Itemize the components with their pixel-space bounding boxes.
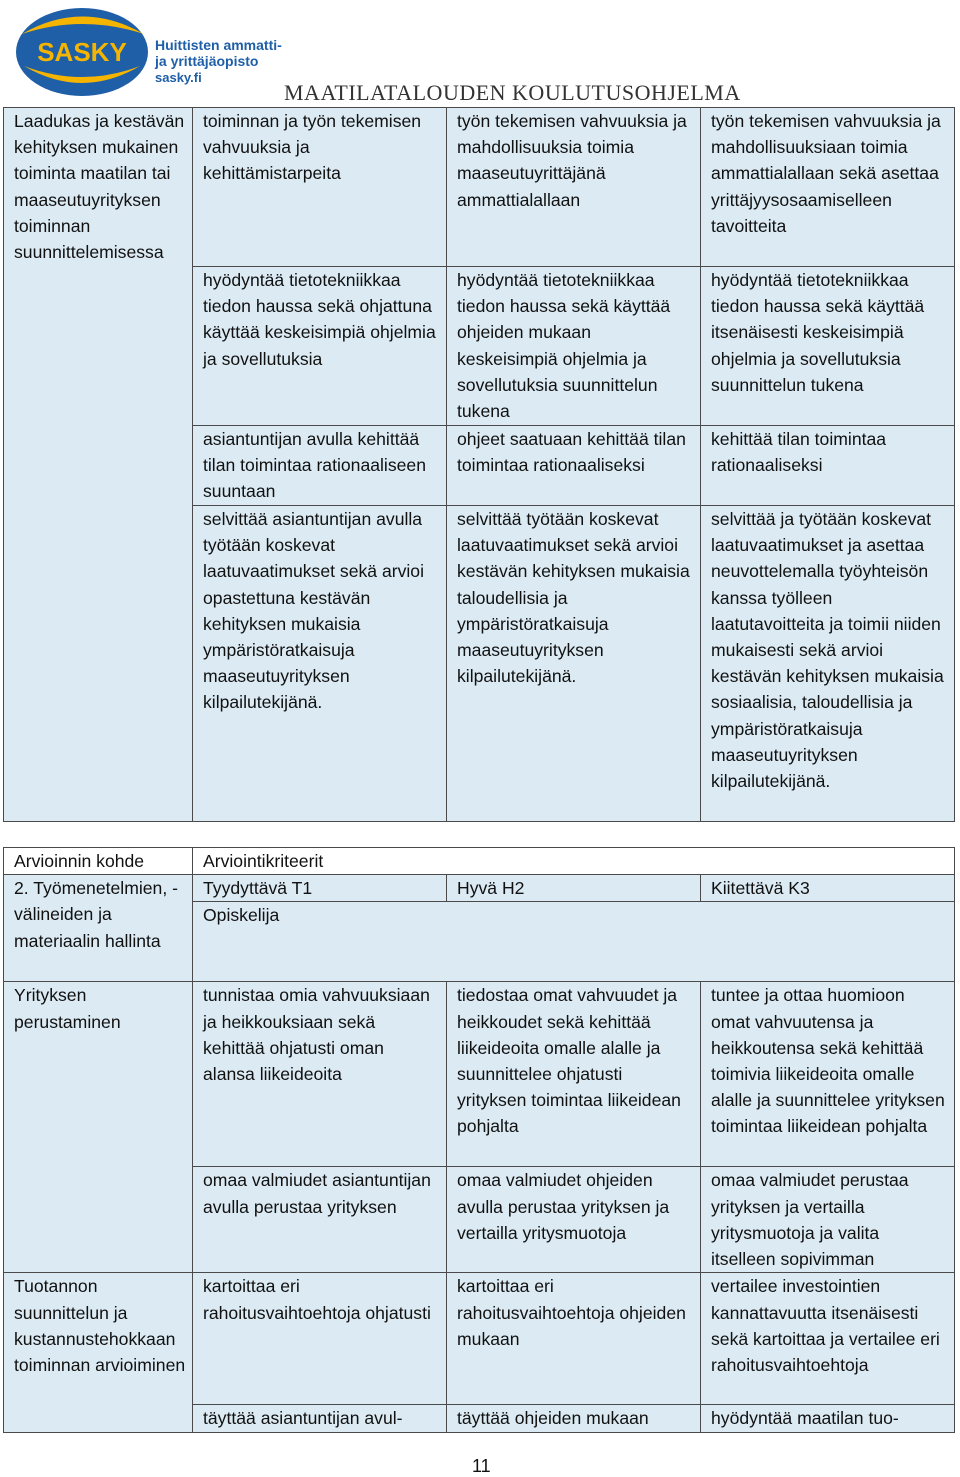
grade-h2-label: Hyvä H2 xyxy=(447,875,701,902)
logo-sub1: Huittisten ammatti- xyxy=(155,37,282,53)
logo-sub2: ja yrittäjäopisto xyxy=(155,53,259,69)
h2-cell: työn tekemisen vahvuuksia ja mahdollisuuksia toimia maaseutuyrittäjänä ammattialallaan xyxy=(447,108,701,267)
t1-cell: selvittää asiantuntijan avulla työtään koskevat laatuvaatimukset sekä arvioi opastettuna kestävän kehityksen mukaisia ympäristöratkaisuja maaseutuyrityksen kilpailutekijänä. xyxy=(193,506,447,822)
assessment-target: Laadukas ja kestävän kehityksen mukainen toiminta maatilan tai maaseutuyrityksen toiminnan suunnittelemisessa xyxy=(4,108,193,822)
section-row xyxy=(4,875,955,902)
h2-cell: kartoittaa eri rahoitusvaihtoehtoja ohjeiden mukaan xyxy=(447,1273,701,1405)
table-header-row xyxy=(4,848,955,875)
page-number: 11 xyxy=(472,1456,491,1476)
k3-cell: hyödyntää maatilan tuo- xyxy=(701,1405,955,1432)
k3-cell: työn tekemisen vahvuuksia ja mahdollisuuksiaan toimia ammattialallaan sekä asettaa yrittäjyysosaamiselleen tavoitteita xyxy=(701,108,955,267)
logo-text: SASKY xyxy=(37,37,127,67)
t1-cell: toiminnan ja työn tekemisen vahvuuksia ja kehittämistarpeita xyxy=(193,108,447,267)
t1-cell: tunnistaa omia vahvuuksiaan ja heikkouksiaan sekä kehittää ohjatusti oman alansa liikeideoita xyxy=(193,982,447,1167)
group-label: Yrityksen perustaminen xyxy=(4,982,193,1273)
table-row xyxy=(4,108,955,267)
t1-cell: omaa valmiudet asiantuntijan avulla perustaa yrityksen xyxy=(193,1167,447,1273)
h2-cell: hyödyntää tietotekniikkaa tiedon haussa sekä käyttää ohjeiden mukaan keskeisimpiä ohjelmia ja sovellutuksia suunnittelun tukena xyxy=(447,267,701,426)
t1-cell: hyödyntää tietotekniikkaa tiedon haussa sekä ohjattuna käyttää keskeisimpiä ohjelmia ja sovellutuksia xyxy=(193,267,447,426)
header-criteria: Arviointikriteerit xyxy=(193,848,955,875)
k3-cell: omaa valmiudet perustaa yrityksen ja vertailla yritysmuotoja ja valita itselleen sopivimman xyxy=(701,1167,955,1273)
criteria-table-2 xyxy=(3,847,955,1433)
logo-sub3: sasky.fi xyxy=(155,70,202,85)
t1-cell: asiantuntijan avulla kehittää tilan toimintaa rationaaliseen suuntaan xyxy=(193,426,447,506)
k3-cell: tuntee ja ottaa huomioon omat vahvuutensa ja heikkoutensa sekä kehittää toimivia liikeideoita omalle alalle ja suunnittelee yrityksen toimintaa liikeidean pohjalta xyxy=(701,982,955,1167)
grade-k3-label: Kiitettävä K3 xyxy=(701,875,955,902)
h2-cell: tiedostaa omat vahvuudet ja heikkoudet sekä kehittää liikeideoita omalle alalle ja suunnittelee ohjatusti yrityksen toimintaa liikeidean pohjalta xyxy=(447,982,701,1167)
h2-cell: täyttää ohjeiden mukaan xyxy=(447,1405,701,1432)
t1-cell: kartoittaa eri rahoitusvaihtoehtoja ohjatusti xyxy=(193,1273,447,1405)
page-title: MAATILATALOUDEN KOULUTUSOHJELMA xyxy=(284,80,741,105)
h2-cell: ohjeet saatuaan kehittää tilan toimintaa rationaaliseksi xyxy=(447,426,701,506)
k3-cell: vertailee investointien kannattavuutta itsenäisesti sekä kartoittaa ja vertailee eri rahoitusvaihtoehtoja xyxy=(701,1273,955,1405)
header-target: Arvioinnin kohde xyxy=(4,848,193,875)
criteria-table-1 xyxy=(3,107,955,822)
table-row xyxy=(4,1273,955,1405)
sasky-logo xyxy=(12,4,284,100)
student-label: Opiskelija xyxy=(193,902,955,982)
h2-cell: omaa valmiudet ohjeiden avulla perustaa yrityksen ja vertailla yritysmuotoja xyxy=(447,1167,701,1273)
k3-cell: selvittää ja työtään koskevat laatuvaatimukset ja asettaa neuvottelemalla työyhteisön kanssa työlleen laatutavoitteita ja toimii niiden mukaisesti sekä arvioi kestävän kehityksen mukaisia sosiaalisia, taloudellisia ja ympäristöratkaisuja maaseutuyrityksen kilpailutekijänä. xyxy=(701,506,955,822)
k3-cell: kehittää tilan toimintaa rationaaliseksi xyxy=(701,426,955,506)
table-row xyxy=(4,982,955,1167)
k3-cell: hyödyntää tietotekniikkaa tiedon haussa sekä käyttää itsenäisesti keskeisimpiä ohjelmia ja sovellutuksia suunnittelun tukena xyxy=(701,267,955,426)
group-label: Tuotannon suunnittelun ja kustannustehokkaan toiminnan arvioiminen xyxy=(4,1273,193,1432)
grade-t1-label: Tyydyttävä T1 xyxy=(193,875,447,902)
h2-cell: selvittää työtään koskevat laatuvaatimukset sekä arvioi kestävän kehityksen mukaisia taloudellisia ja ympäristöratkaisuja maaseutuyrityksen kilpailutekijänä. xyxy=(447,506,701,822)
section-label: 2. Työmenetelmien, -välineiden ja materiaalin hallinta xyxy=(4,875,193,982)
t1-cell: täyttää asiantuntijan avul- xyxy=(193,1405,447,1432)
